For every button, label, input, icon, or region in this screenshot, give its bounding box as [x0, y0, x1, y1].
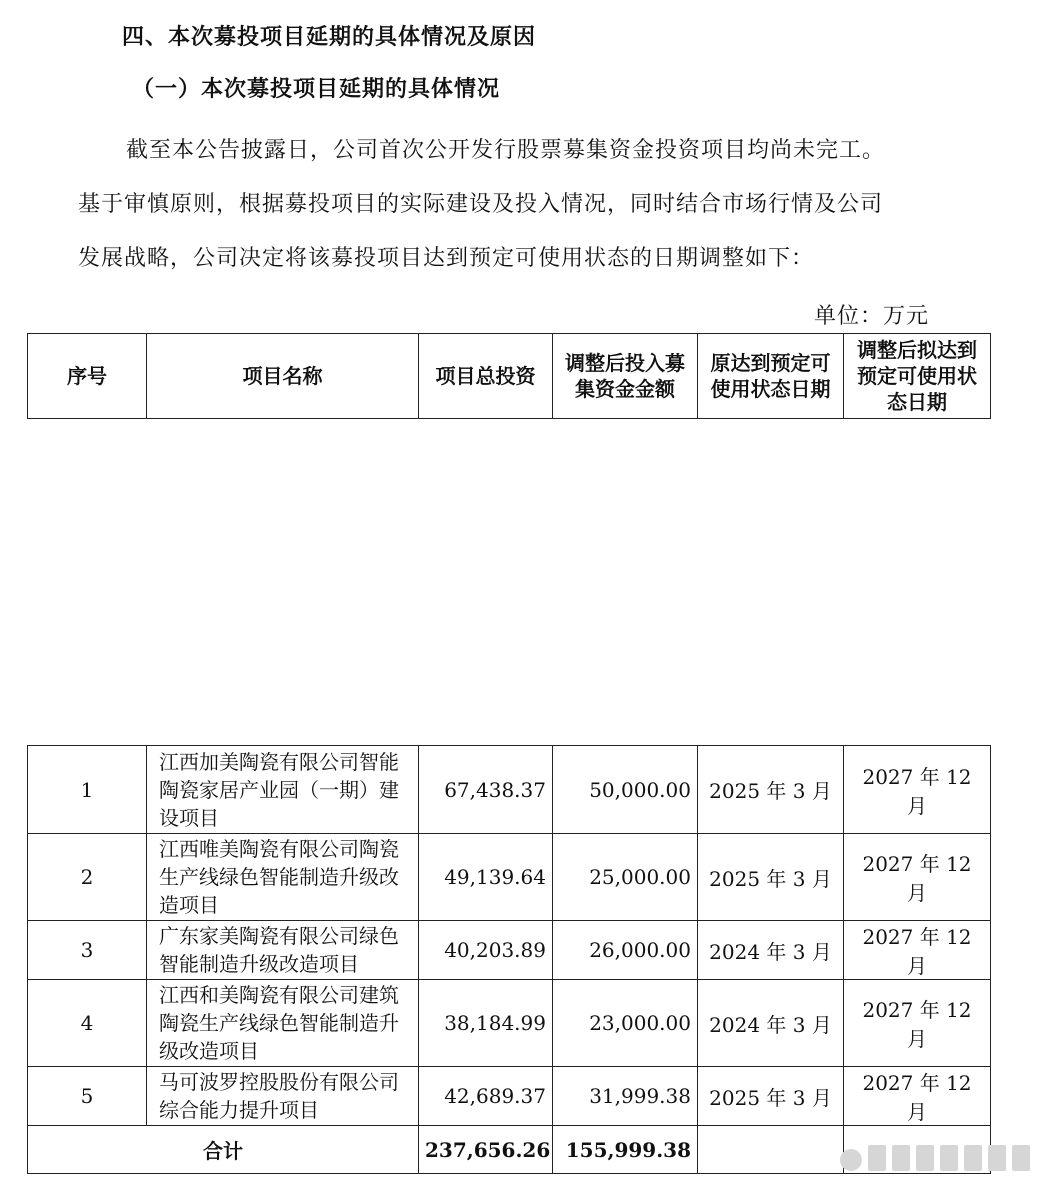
header-adjusted-amount: 调整后投入募集资金金额 [553, 334, 698, 419]
table-row [28, 1067, 991, 1126]
table-header [27, 333, 991, 419]
table-row [28, 746, 991, 834]
row-project-name: 江西和美陶瓷有限公司建筑陶瓷生产线绿色智能制造升级改造项目 [147, 980, 419, 1067]
total-label: 合计 [28, 1126, 419, 1174]
paragraph-line-2: 基于审慎原则，根据募投项目的实际建设及投入情况，同时结合市场行情及公司 [78, 192, 884, 217]
row-total: 49,139.64 [419, 834, 553, 921]
row-project-name: 江西加美陶瓷有限公司智能陶瓷家居产业园（一期）建设项目 [147, 746, 419, 834]
row-new-date: 2027 年 12 月 [844, 746, 991, 834]
row-new-date: 2027 年 12 月 [844, 921, 991, 980]
paragraph-line-3: 发展战略，公司决定将该募投项目达到预定可使用状态的日期调整如下： [78, 246, 815, 271]
section-title: 四、本次募投项目延期的具体情况及原因 [122, 24, 537, 50]
row-new-date: 2027 年 12 月 [844, 1067, 991, 1126]
row-adjusted: 26,000.00 [553, 921, 698, 980]
row-new-date: 2027 年 12 月 [844, 834, 991, 921]
row-orig-date: 2024 年 3 月 [698, 980, 844, 1067]
row-total: 40,203.89 [419, 921, 553, 980]
watermark-logo-icon [838, 1135, 1050, 1175]
row-orig-date: 2025 年 3 月 [698, 834, 844, 921]
row-orig-date: 2024 年 3 月 [698, 921, 844, 980]
total-adjusted-sum: 155,999.38 [553, 1126, 698, 1174]
row-total: 38,184.99 [419, 980, 553, 1067]
header-new-date: 调整后拟达到预定可使用状态日期 [844, 334, 991, 419]
row-no: 4 [28, 980, 147, 1067]
header-total-investment: 项目总投资 [419, 334, 553, 419]
row-adjusted: 23,000.00 [553, 980, 698, 1067]
header-original-date: 原达到预定可使用状态日期 [698, 334, 844, 419]
row-total: 42,689.37 [419, 1067, 553, 1126]
row-orig-date: 2025 年 3 月 [698, 746, 844, 834]
row-new-date: 2027 年 12 月 [844, 980, 991, 1067]
total-empty-cell [698, 1126, 844, 1174]
row-no: 3 [28, 921, 147, 980]
table-row [28, 834, 991, 921]
intro-paragraph [78, 124, 978, 286]
table-row [28, 921, 991, 980]
row-no: 5 [28, 1067, 147, 1126]
subsection-title: （一）本次募投项目延期的具体情况 [132, 76, 501, 102]
row-project-name: 马可波罗控股股份有限公司综合能力提升项目 [147, 1067, 419, 1126]
row-no: 2 [28, 834, 147, 921]
row-orig-date: 2025 年 3 月 [698, 1067, 844, 1126]
table-row [28, 980, 991, 1067]
header-no: 序号 [28, 334, 147, 419]
projects-table [27, 745, 991, 1174]
total-investment-sum: 237,656.26 [419, 1126, 553, 1174]
row-project-name: 广东家美陶瓷有限公司绿色智能制造升级改造项目 [147, 921, 419, 980]
unit-label: 单位：万元 [814, 304, 930, 329]
row-adjusted: 25,000.00 [553, 834, 698, 921]
row-adjusted: 50,000.00 [553, 746, 698, 834]
row-no: 1 [28, 746, 147, 834]
paragraph-line-1: 截至本公告披露日，公司首次公开发行股票募集资金投资项目均尚未完工。 [126, 138, 886, 163]
row-adjusted: 31,999.38 [553, 1067, 698, 1126]
header-project-name: 项目名称 [147, 334, 419, 419]
row-project-name: 江西唯美陶瓷有限公司陶瓷生产线绿色智能制造升级改造项目 [147, 834, 419, 921]
row-total: 67,438.37 [419, 746, 553, 834]
